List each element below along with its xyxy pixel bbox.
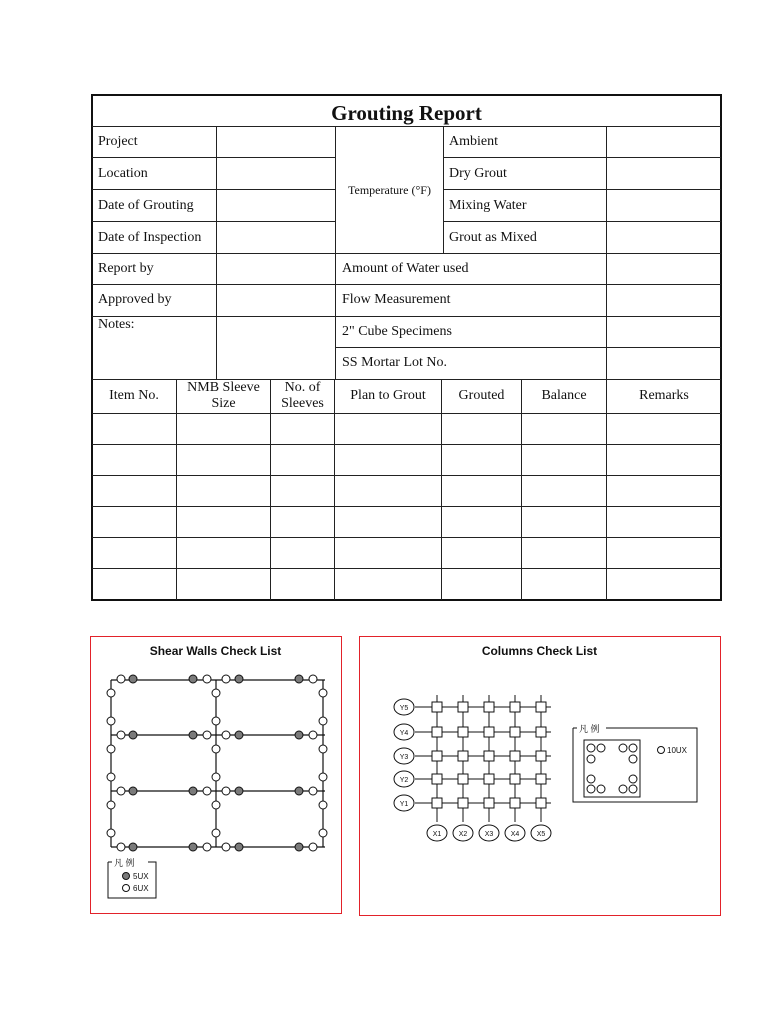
grout-as-mixed-field[interactable]	[607, 222, 721, 253]
cube-specimens-field[interactable]	[607, 317, 721, 347]
col-no-of-line1: No. of	[284, 380, 321, 395]
label-amount-of-water: Amount of Water used	[342, 261, 469, 276]
location-field[interactable]	[217, 158, 335, 189]
label-location: Location	[98, 166, 148, 181]
col-nmb-sleeve-line1: NMB Sleeve	[187, 380, 260, 395]
label-ambient: Ambient	[449, 134, 498, 149]
shear-walls-diagram	[90, 636, 342, 914]
report-by-field[interactable]	[217, 254, 335, 284]
legend-open-circle-icon	[123, 885, 130, 892]
label-dry-grout: Dry Grout	[449, 166, 507, 181]
label-date-of-grouting: Date of Grouting	[98, 198, 194, 213]
ambient-field[interactable]	[607, 127, 721, 157]
label-project: Project	[98, 134, 138, 149]
shear-legend-title: 凡 例	[114, 858, 135, 868]
col-no-of-line2: Sleeves	[281, 396, 324, 411]
label-approved-by: Approved by	[98, 292, 172, 307]
label-grout-as-mixed: Grout as Mixed	[449, 230, 537, 245]
grid-label-y2: Y2	[399, 777, 409, 784]
legend-filled-circle-icon	[123, 873, 130, 880]
amount-of-water-field[interactable]	[607, 254, 721, 284]
date-of-inspection-field[interactable]	[217, 222, 335, 253]
col-plan-to-grout: Plan to Grout	[350, 388, 426, 403]
grid-label-x2: X2	[458, 831, 468, 838]
col-nmb-sleeve-line2: Size	[211, 396, 236, 411]
date-of-grouting-field[interactable]	[217, 190, 335, 221]
label-date-of-inspection: Date of Inspection	[98, 230, 202, 245]
grid-label-x5: X5	[536, 831, 546, 838]
page-title: Grouting Report	[331, 101, 482, 125]
grid-label-y4: Y4	[399, 730, 409, 737]
shear-legend-6ux: 6UX	[133, 884, 149, 893]
columns-diagram	[359, 636, 721, 916]
grid-label-y3: Y3	[399, 754, 409, 761]
col-remarks: Remarks	[639, 388, 689, 403]
grid-label-y5: Y5	[399, 705, 409, 712]
grid-label-x4: X4	[510, 831, 520, 838]
grid-label-y1: Y1	[399, 801, 409, 808]
legend-10ux-circle-icon	[658, 747, 665, 754]
shear-legend-5ux: 5UX	[133, 872, 149, 881]
col-grouted: Grouted	[458, 388, 505, 403]
columns-legend-title: 凡 例	[579, 724, 600, 734]
col-item-no: Item No.	[109, 388, 159, 403]
label-flow-measurement: Flow Measurement	[342, 292, 451, 307]
temperature-label: Temperature (°F)	[348, 183, 431, 197]
flow-measurement-field[interactable]	[607, 285, 721, 316]
columns-title: Columns Check List	[481, 644, 598, 658]
grid-label-x1: X1	[432, 831, 442, 838]
label-report-by: Report by	[98, 261, 154, 276]
label-cube-specimens: 2" Cube Specimens	[342, 324, 452, 339]
shear-walls-title: Shear Walls Check List	[149, 644, 282, 658]
approved-by-field[interactable]	[217, 285, 335, 316]
notes-field[interactable]	[217, 317, 335, 379]
mixing-water-field[interactable]	[607, 190, 721, 221]
label-mixing-water: Mixing Water	[449, 198, 527, 213]
col-balance: Balance	[541, 388, 587, 403]
columns-legend-10ux: 10UX	[667, 746, 688, 755]
project-field[interactable]	[217, 127, 335, 157]
dry-grout-field[interactable]	[607, 158, 721, 189]
label-notes: Notes:	[98, 317, 135, 332]
label-ss-mortar-lot: SS Mortar Lot No.	[342, 355, 447, 370]
grid-label-x3: X3	[484, 831, 494, 838]
ss-mortar-lot-field[interactable]	[607, 348, 721, 379]
